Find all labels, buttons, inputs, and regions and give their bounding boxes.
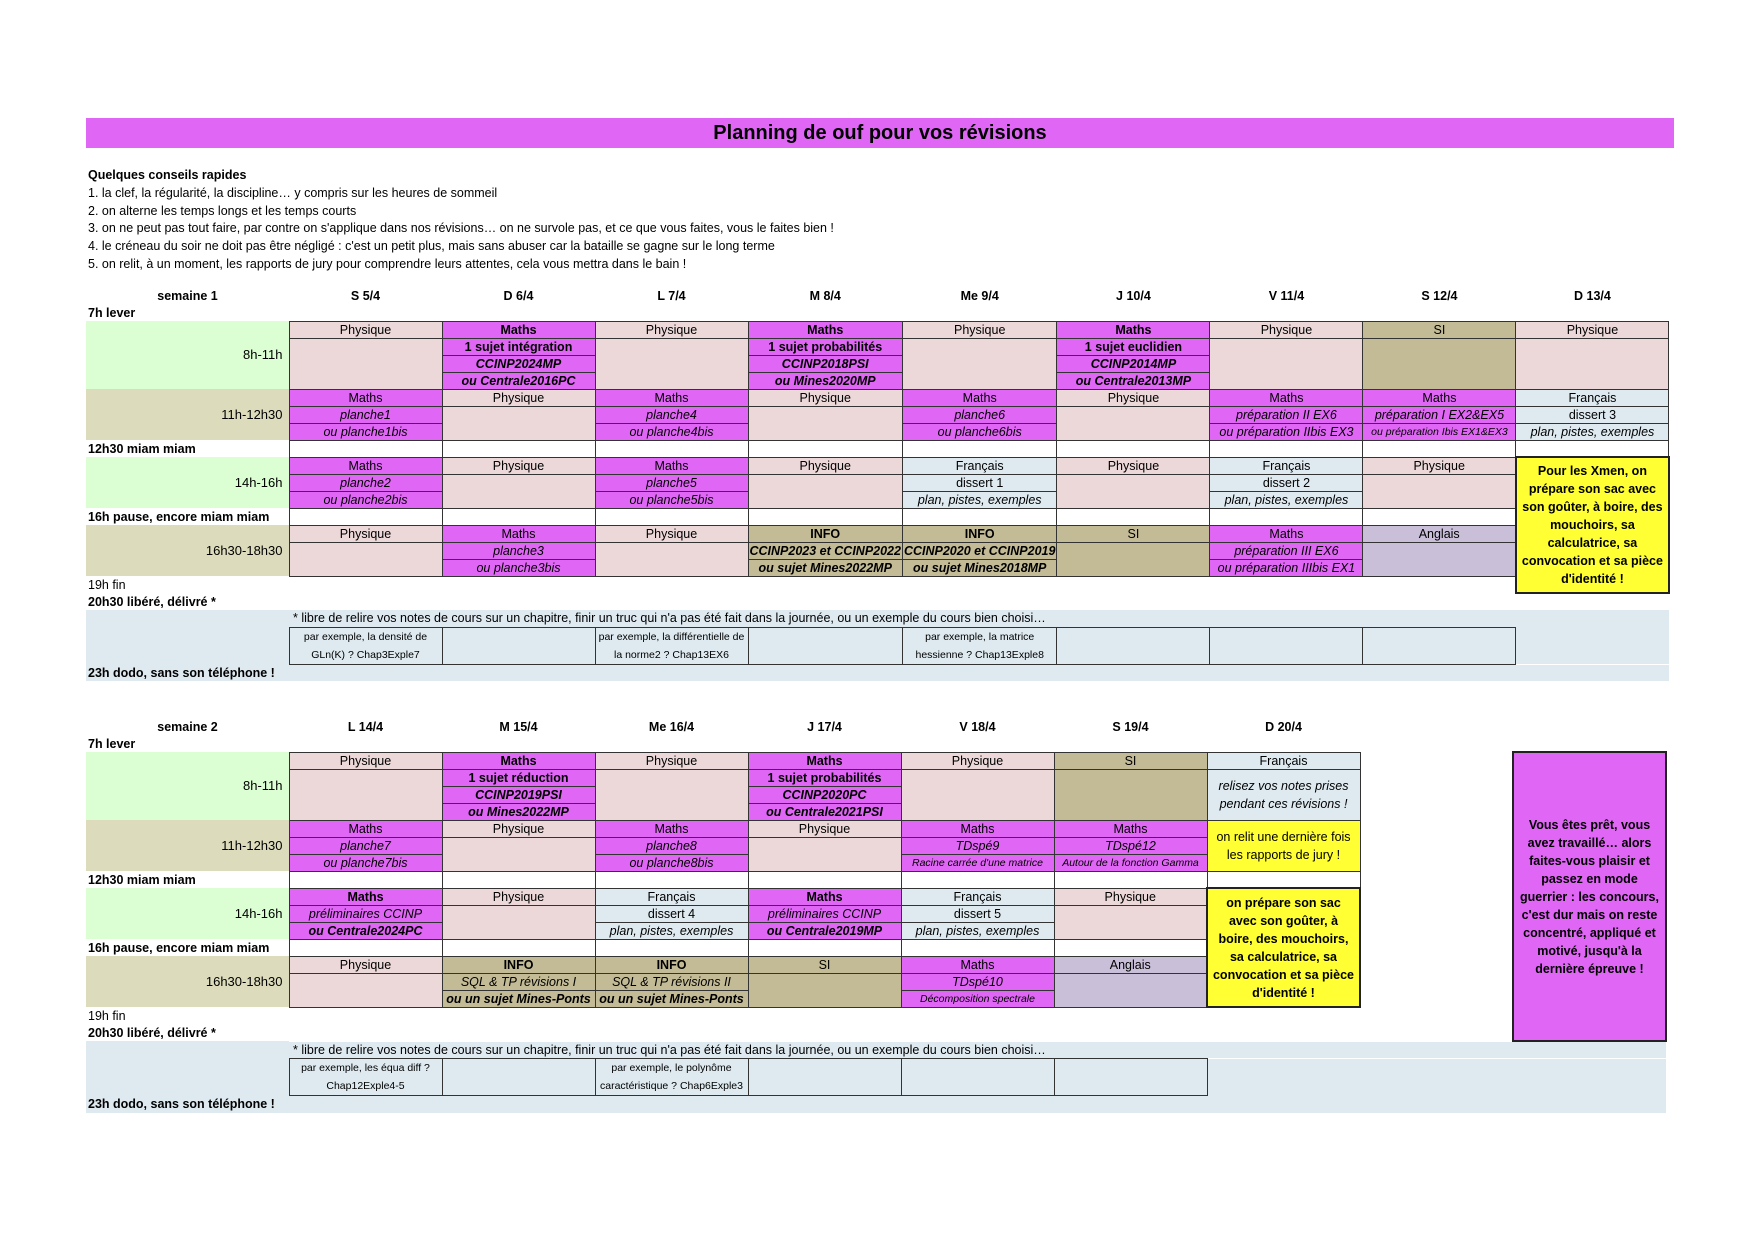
cell-empty [1057, 474, 1210, 508]
cell: ou un sujet Mines-Ponts [442, 990, 595, 1007]
slot-11h-12h30: 11h-12h30 [86, 820, 289, 871]
week1-label: semaine 1 [157, 288, 218, 303]
cell: ou planche2bis [289, 491, 442, 508]
cell: SI [748, 956, 901, 973]
cell: ou un sujet Mines-Ponts [595, 990, 748, 1007]
cell: Physique [442, 389, 595, 406]
cell: planche3 [442, 542, 595, 559]
evening-note: * libre de relire vos notes de cours sur un chapitre, finir un truc qui n'a pas été fait dans la journée, ou un exemple du cours bien choisi… [289, 610, 1669, 627]
cell: INFO [595, 956, 748, 973]
cell-empty [1054, 973, 1207, 1007]
cell: Maths [289, 888, 442, 905]
cell: Physique [289, 525, 442, 542]
page-title: Planning de ouf pour vos révisions [86, 118, 1674, 148]
cell-empty [289, 769, 442, 820]
cell-empty [1054, 769, 1207, 820]
cell-empty [748, 973, 901, 1007]
cell: ou Centrale2024PC [289, 922, 442, 939]
cell: TDspé10 [901, 973, 1054, 990]
cell: dissert 4 [595, 905, 748, 922]
cell: ou préparation IIbis EX3 [1210, 423, 1363, 440]
day-header: L 14/4 [347, 719, 384, 734]
cell: Maths [748, 888, 901, 905]
cell: ou Centrale2013MP [1057, 372, 1210, 389]
cell: ou planche6bis [902, 423, 1056, 440]
cell: planche1 [289, 406, 442, 423]
cell: Physique [289, 752, 442, 769]
cell: Maths [748, 752, 901, 769]
cell: on relit une dernière fois les rapports de jury ! [1207, 820, 1360, 871]
cell: Maths [289, 820, 442, 837]
day-header: D 6/4 [503, 288, 534, 303]
cell: Physique [442, 888, 595, 905]
slot-lever: 7h lever [88, 736, 136, 751]
cell-empty [902, 338, 1056, 389]
cell: Décomposition spectrale [901, 990, 1054, 1007]
cell: ou Mines2022MP [442, 803, 595, 820]
tip-item: 4. le créneau du soir ne doit pas être négligé : c'est un petit plus, mais sans abuser car la bataille se gagne sur le long terme [88, 239, 775, 254]
cell: SQL & TP révisions I [442, 973, 595, 990]
cell: planche8 [595, 837, 748, 854]
cell: Maths [1210, 525, 1363, 542]
cell: plan, pistes, exemples [902, 491, 1056, 508]
slot-libre: 20h30 libéré, délivré * [88, 594, 216, 609]
cell: dissert 1 [902, 474, 1056, 491]
cell: Français [901, 888, 1054, 905]
day-header: J 17/4 [807, 719, 842, 734]
cell: SQL & TP révisions II [595, 973, 748, 990]
cell: 1 sujet réduction [442, 769, 595, 786]
cell-empty [1210, 338, 1363, 389]
cell-empty [748, 474, 902, 508]
cell: Physique [1363, 457, 1516, 474]
evening-cell: par exemple, le polynôme caractéristique ? Chap6Exple3 [595, 1059, 748, 1096]
cell: CCINP2023 et CCINP2022 [749, 543, 901, 558]
cell-empty [442, 837, 595, 871]
tips-title: Quelques conseils rapides [88, 168, 247, 182]
cell: TDspé12 [1054, 837, 1207, 854]
cell: Maths [1210, 389, 1363, 406]
cell: Maths [595, 820, 748, 837]
cell: CCINP2024MP [442, 355, 595, 372]
day-header: V 18/4 [959, 719, 996, 734]
cell: plan, pistes, exemples [1516, 423, 1669, 440]
cell: relisez vos notes prises pendant ces révisions ! [1207, 769, 1360, 820]
cell: Français [1516, 389, 1669, 406]
cell-empty [289, 542, 442, 576]
cell: CCINP2018PSI [748, 355, 902, 372]
cell: Physique [902, 321, 1056, 338]
cell: 1 sujet euclidien [1057, 338, 1210, 355]
cell: ou préparation IIIbis EX1 [1210, 559, 1363, 576]
day-header: S 5/4 [350, 288, 381, 303]
week1-schedule [86, 287, 1670, 681]
cell: Maths [901, 956, 1054, 973]
cell: 1 sujet probabilités [748, 338, 902, 355]
cell: Racine carrée d'une matrice [901, 854, 1054, 871]
cell-empty [1363, 474, 1516, 508]
cell: préliminaires CCINP [748, 905, 901, 922]
cell: CCINP2020PC [748, 786, 901, 803]
cell: Physique [595, 321, 748, 338]
cell: ou Centrale2019MP [748, 922, 901, 939]
day-header: S 12/4 [1421, 288, 1458, 303]
cell-empty [1057, 406, 1210, 440]
slot-fin: 19h fin [88, 1008, 126, 1023]
day-header: L 7/4 [657, 288, 686, 303]
cell: SI [1363, 321, 1516, 338]
cell: ou planche8bis [595, 854, 748, 871]
cell-empty [442, 474, 595, 508]
cell: dissert 5 [901, 905, 1054, 922]
cell-empty [442, 406, 595, 440]
slot-lunch: 12h30 miam miam [88, 872, 196, 887]
cell: Maths [1363, 389, 1516, 406]
cell: ou sujet Mines2022MP [748, 559, 902, 576]
evening-cell: par exemple, la matrice hessienne ? Chap13Exple8 [902, 627, 1056, 664]
cell: Physique [1516, 321, 1669, 338]
cell-empty [748, 406, 902, 440]
cell-empty [289, 973, 442, 1007]
cell-xmen-note: Pour les Xmen, on prépare son sac avec son goûter, à boire, des mouchoirs, sa calculatrice, sa convocation et sa pièce d'identité ! [1516, 457, 1669, 593]
cell: CCINP2020 et CCINP2019 [903, 543, 1056, 558]
cell-empty [1057, 542, 1210, 576]
cell: CCINP2014MP [1057, 355, 1210, 372]
cell: CCINP2019PSI [442, 786, 595, 803]
cell: TDspé9 [901, 837, 1054, 854]
tips-block [88, 167, 834, 274]
cell: Physique [748, 389, 902, 406]
cell: Physique [595, 525, 748, 542]
tip-item: 3. on ne peut pas tout faire, par contre on s'applique dans nos révisions… on ne survole pas, et ce que vous faites, vous le faites bien ! [88, 221, 834, 236]
slot-lunch: 12h30 miam miam [88, 441, 196, 456]
day-header: Me 9/4 [960, 288, 999, 303]
slot-11h-12h30: 11h-12h30 [86, 389, 289, 440]
cell: Physique [289, 321, 442, 338]
tip-item: 1. la clef, la régularité, la discipline… y compris sur les heures de sommeil [88, 185, 498, 200]
slot-fin: 19h fin [88, 577, 126, 592]
evening-cell: par exemple, les équa diff ? Chap12Exple4-5 [289, 1059, 442, 1096]
cell: 1 sujet intégration [442, 338, 595, 355]
cell: plan, pistes, exemples [1210, 491, 1363, 508]
evening-cell: par exemple, la différentielle de la norme2 ? Chap13EX6 [595, 627, 748, 664]
week2-label: semaine 2 [157, 719, 218, 734]
cell: Anglais [1363, 525, 1516, 542]
cell-bag-note: on prépare son sac avec son goûter, à boire, des mouchoirs, sa calculatrice, sa convocation et sa pièce d'identité ! [1207, 888, 1360, 1007]
cell: ou planche5bis [595, 491, 748, 508]
cell: Maths [902, 389, 1056, 406]
cell: Maths [748, 321, 902, 338]
cell: Maths [1054, 820, 1207, 837]
cell: planche6 [902, 406, 1056, 423]
cell: SI [1054, 752, 1207, 769]
cell: Physique [442, 820, 595, 837]
day-header: S 19/4 [1112, 719, 1149, 734]
cell: préparation II EX6 [1210, 406, 1363, 423]
cell: INFO [442, 956, 595, 973]
cell: dissert 2 [1210, 474, 1363, 491]
slot-14h-16h: 14h-16h [86, 457, 289, 508]
cell: Maths [442, 321, 595, 338]
cell-empty [1054, 905, 1207, 939]
day-header: D 20/4 [1265, 719, 1302, 734]
cell: Physique [1057, 389, 1210, 406]
cell: dissert 3 [1516, 406, 1669, 423]
cell: Maths [901, 820, 1054, 837]
cell: Physique [289, 956, 442, 973]
cell: Physique [595, 752, 748, 769]
cell: Physique [442, 457, 595, 474]
cell: planche7 [289, 837, 442, 854]
cell: Maths [289, 389, 442, 406]
cell: Physique [1210, 321, 1363, 338]
slot-8h-11h: 8h-11h [86, 321, 289, 389]
slot-dodo: 23h dodo, sans son téléphone ! [86, 664, 289, 681]
cell-empty [1516, 338, 1669, 389]
cell: planche2 [289, 474, 442, 491]
cell-empty [595, 542, 748, 576]
cell: planche4 [595, 406, 748, 423]
day-header: J 10/4 [1116, 288, 1151, 303]
cell: ou planche3bis [442, 559, 595, 576]
slot-14h-16h: 14h-16h [86, 888, 289, 939]
cell: planche5 [595, 474, 748, 491]
cell: Physique [748, 820, 901, 837]
day-header: Me 16/4 [648, 719, 695, 734]
cell: Maths [442, 525, 595, 542]
slot-8h-11h: 8h-11h [86, 752, 289, 820]
cell-empty [901, 769, 1054, 820]
cell: INFO [748, 525, 902, 542]
cell: Physique [748, 457, 902, 474]
tip-item: 2. on alterne les temps longs et les temps courts [88, 203, 357, 218]
cell: ou sujet Mines2018MP [902, 559, 1056, 576]
cell: Maths [595, 457, 748, 474]
slot-dodo: 23h dodo, sans son téléphone ! [86, 1096, 289, 1113]
cell: Français [1207, 752, 1360, 769]
cell: Français [1210, 457, 1363, 474]
slot-lever: 7h lever [88, 305, 136, 320]
cell: INFO [902, 525, 1056, 542]
cell: préparation III EX6 [1210, 542, 1363, 559]
cell: Anglais [1054, 956, 1207, 973]
cell: Maths [442, 752, 595, 769]
cell: ou planche4bis [595, 423, 748, 440]
cell-empty [595, 769, 748, 820]
cell-empty [748, 837, 901, 871]
cell: SI [1057, 525, 1210, 542]
cell-empty [595, 338, 748, 389]
evening-note: * libre de relire vos notes de cours sur un chapitre, finir un truc qui n'a pas été fait dans la journée, ou un exemple du cours bien choisi… [289, 1041, 1666, 1059]
cell: ou Centrale2021PSI [748, 803, 901, 820]
cell-final-note: Vous êtes prêt, vous avez travaillé… alors faites-vous plaisir et passez en mode guerrier : les concours, c'est dur mais on reste concentré, appliqué et motivé, jusqu'à la dernière épreuve ! [1513, 752, 1666, 1041]
slot-pause: 16h pause, encore miam miam [88, 509, 270, 524]
cell: Maths [595, 389, 748, 406]
cell: ou préparation Ibis EX1&EX3 [1363, 423, 1516, 440]
day-header: M 8/4 [809, 288, 841, 303]
tip-item: 5. on relit, à un moment, les rapports de jury pour comprendre leurs attentes, cela vous mettra dans le bain ! [88, 256, 687, 271]
cell: Physique [901, 752, 1054, 769]
day-header: V 11/4 [1268, 288, 1305, 303]
cell: Maths [1057, 321, 1210, 338]
cell-empty [442, 905, 595, 939]
cell: Maths [289, 457, 442, 474]
cell: Physique [1057, 457, 1210, 474]
cell: Autour de la fonction Gamma [1054, 854, 1207, 871]
cell-empty [1363, 338, 1516, 389]
cell-empty [1363, 542, 1516, 576]
slot-16h30-18h30: 16h30-18h30 [86, 525, 289, 576]
day-header: M 15/4 [499, 719, 538, 734]
cell: préliminaires CCINP [289, 905, 442, 922]
cell: ou planche1bis [289, 423, 442, 440]
week2-schedule [86, 718, 1667, 1113]
slot-16h30-18h30: 16h30-18h30 [86, 956, 289, 1007]
cell: Français [595, 888, 748, 905]
cell: plan, pistes, exemples [901, 922, 1054, 939]
cell: Physique [1054, 888, 1207, 905]
cell: Français [902, 457, 1056, 474]
cell: plan, pistes, exemples [595, 922, 748, 939]
slot-libre: 20h30 libéré, délivré * [88, 1025, 216, 1040]
cell: préparation I EX2&EX5 [1363, 406, 1516, 423]
cell: ou Centrale2016PC [442, 372, 595, 389]
cell-empty [289, 338, 442, 389]
cell: ou Mines2020MP [748, 372, 902, 389]
cell: 1 sujet probabilités [748, 769, 901, 786]
slot-pause: 16h pause, encore miam miam [88, 940, 270, 955]
cell: ou planche7bis [289, 854, 442, 871]
evening-cell: par exemple, la densité de GLn(K) ? Chap3Exple7 [289, 627, 442, 664]
day-header: D 13/4 [1574, 288, 1611, 303]
